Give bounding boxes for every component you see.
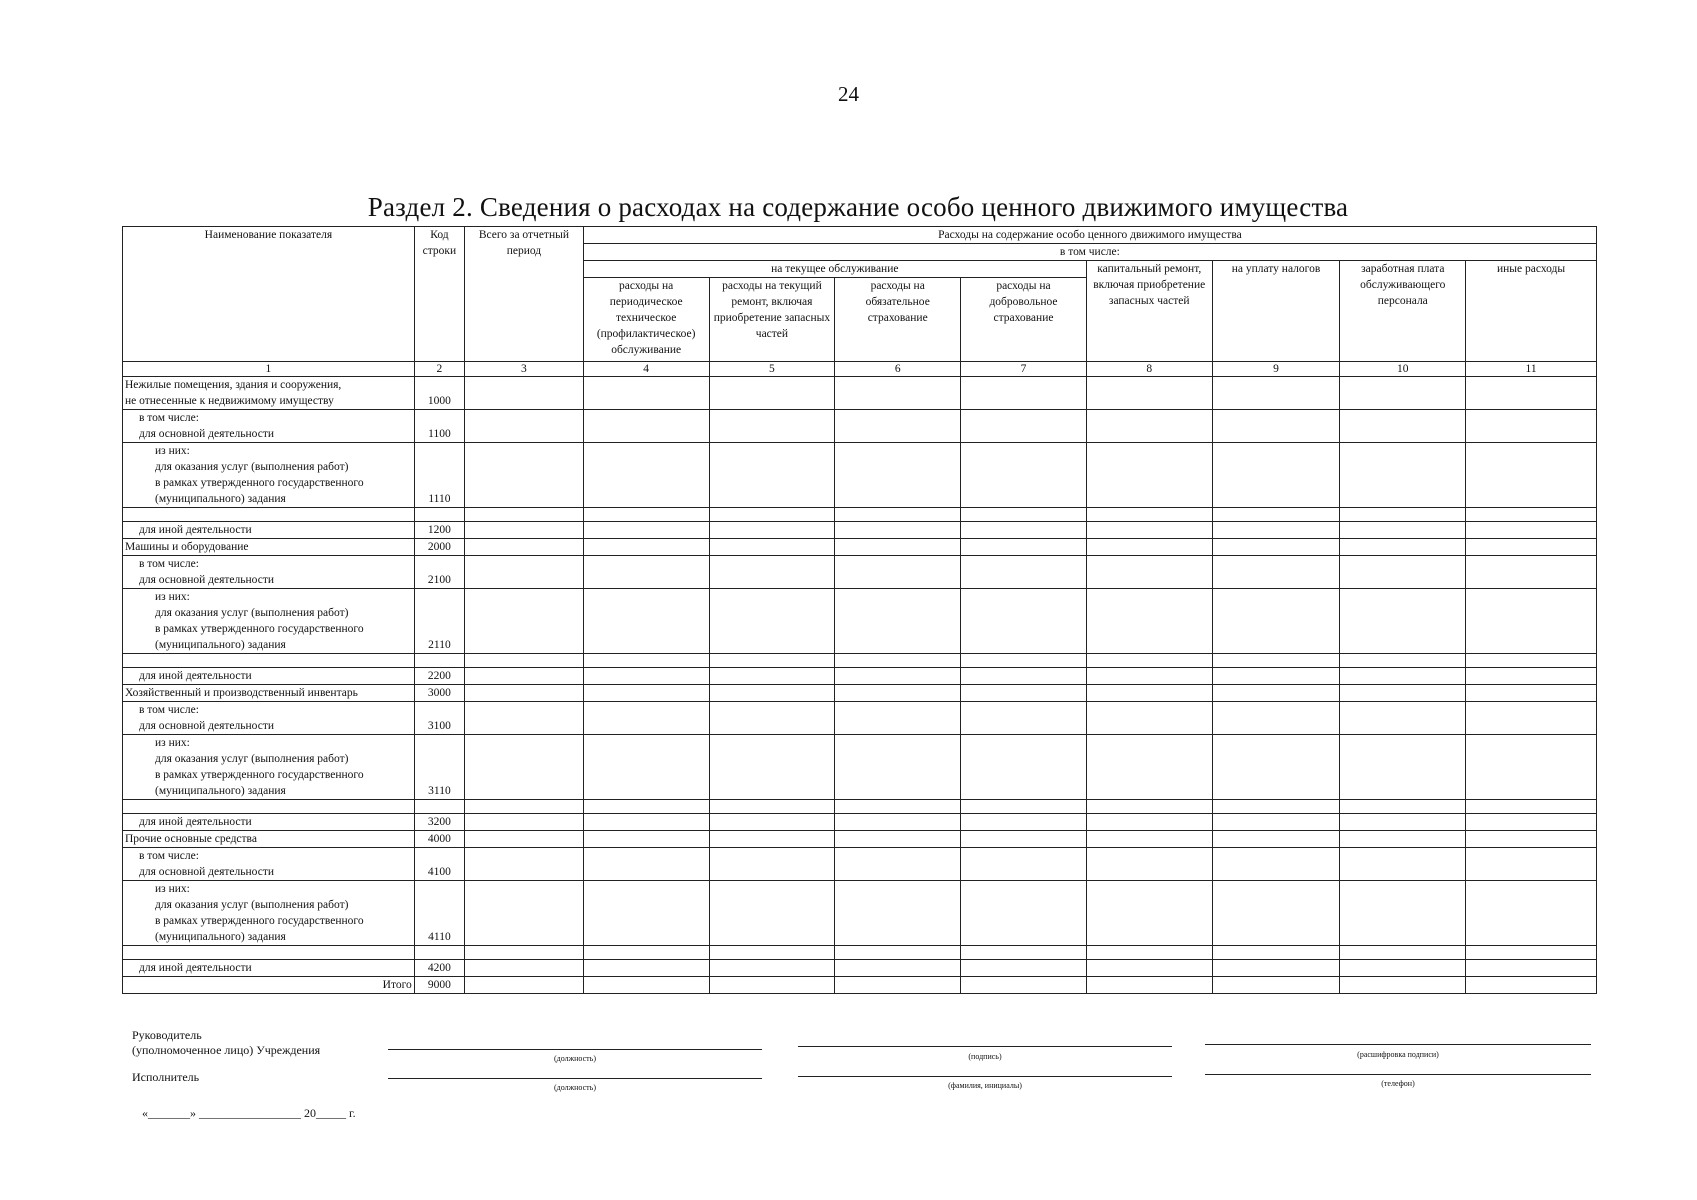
cell-col-9[interactable] (1212, 685, 1340, 702)
cell-col-5[interactable] (709, 410, 835, 443)
cell-col-6[interactable] (835, 702, 961, 735)
cell-col-10[interactable] (1340, 881, 1466, 946)
total-row (123, 977, 1597, 994)
table-row (123, 735, 1597, 800)
cell-col-4[interactable] (583, 377, 709, 410)
page-number: 24 (838, 82, 859, 106)
row-label: в том числе: для основной деятельности (123, 410, 415, 443)
table-row (123, 702, 1597, 735)
cell-col-6[interactable] (835, 848, 961, 881)
cell-col-4[interactable] (583, 848, 709, 881)
table-row (123, 410, 1597, 443)
cell-col-4[interactable] (583, 556, 709, 589)
cell-col-4[interactable] (583, 977, 709, 994)
row-code: 2100 (414, 556, 464, 589)
row-label-total: Итого (123, 977, 415, 994)
table-row (123, 881, 1597, 946)
col-number: 8 (1086, 362, 1212, 377)
cell-total[interactable] (465, 410, 584, 443)
row-label: из них: для оказания услуг (выполнения работ) в рамках утвержденного государственного (муниципального) задания (123, 589, 415, 654)
row-label: в том числе: для основной деятельности (123, 556, 415, 589)
cell-col-4[interactable] (583, 960, 709, 977)
row-label: Нежилые помещения, здания и сооружения, не отнесенные к недвижимому имуществу (123, 377, 415, 410)
cell-col-11[interactable] (1466, 960, 1597, 977)
cell-col-6[interactable] (835, 410, 961, 443)
cell-col-9[interactable] (1212, 831, 1340, 848)
cell-col-5[interactable] (709, 814, 835, 831)
cell-col-6[interactable] (835, 881, 961, 946)
expenses-table (122, 226, 1597, 994)
cell-col-4[interactable] (583, 881, 709, 946)
col-number: 2 (414, 362, 464, 377)
cell-col-9[interactable] (1212, 377, 1340, 410)
cell-col-4[interactable] (583, 831, 709, 848)
row-code: 1200 (414, 522, 464, 539)
cell-col-7[interactable] (961, 814, 1087, 831)
cell-total[interactable] (465, 831, 584, 848)
row-label: Машины и оборудование (123, 539, 415, 556)
cell-col-10[interactable] (1340, 960, 1466, 977)
cell-col-5[interactable] (709, 668, 835, 685)
cell-total[interactable] (465, 685, 584, 702)
cell-col-10[interactable] (1340, 377, 1466, 410)
row-code: 4110 (414, 881, 464, 946)
cell-total[interactable] (465, 960, 584, 977)
cell-col-8[interactable] (1086, 539, 1212, 556)
col-number: 5 (709, 362, 835, 377)
cell-total[interactable] (465, 377, 584, 410)
cell-col-6[interactable] (835, 685, 961, 702)
head-position-line[interactable] (388, 1049, 762, 1050)
row-label: для иной деятельности (123, 522, 415, 539)
row-label: Прочие основные средства (123, 831, 415, 848)
cell-col-6[interactable] (835, 977, 961, 994)
cell-col-11[interactable] (1466, 410, 1597, 443)
cell-col-8[interactable] (1086, 410, 1212, 443)
row-label: в том числе: для основной деятельности (123, 848, 415, 881)
caption-decoding: (расшифровка подписи) (1357, 1050, 1439, 1059)
cell-col-4[interactable] (583, 668, 709, 685)
cell-col-6[interactable] (835, 814, 961, 831)
row-label: Хозяйственный и производственный инвентарь (123, 685, 415, 702)
col-number: 7 (961, 362, 1087, 377)
header-expenses: Расходы на содержание особо ценного движимого имущества (583, 227, 1596, 244)
cell-col-5[interactable] (709, 522, 835, 539)
cell-col-11[interactable] (1466, 814, 1597, 831)
row-label: из них: для оказания услуг (выполнения работ) в рамках утвержденного государственного (муниципального) задания (123, 881, 415, 946)
table-row (123, 946, 1597, 960)
table-row (123, 377, 1597, 410)
caption-fio: (фамилия, инициалы) (948, 1081, 1022, 1090)
header-total: Всего за отчетный период (465, 227, 584, 362)
cell-col-6[interactable] (835, 556, 961, 589)
cell-col-11[interactable] (1466, 702, 1597, 735)
head-decoding-line[interactable] (1205, 1044, 1591, 1045)
cell-col-5[interactable] (709, 977, 835, 994)
cell-col-7[interactable] (961, 443, 1087, 508)
row-label: в том числе: для основной деятельности (123, 702, 415, 735)
col-number: 6 (835, 362, 961, 377)
row-label: из них: для оказания услуг (выполнения работ) в рамках утвержденного государственного (муниципального) задания (123, 443, 415, 508)
table-row (123, 589, 1597, 654)
cell-col-7[interactable] (961, 831, 1087, 848)
cell-col-9[interactable] (1212, 668, 1340, 685)
cell-col-11[interactable] (1466, 539, 1597, 556)
cell-col-10[interactable] (1340, 589, 1466, 654)
cell-col-7[interactable] (961, 977, 1087, 994)
header-col-4: расходы на периодическое техническое (профилактическое) обслуживание (583, 278, 709, 362)
col-number: 11 (1466, 362, 1597, 377)
cell-col-7[interactable] (961, 685, 1087, 702)
cell-col-8[interactable] (1086, 814, 1212, 831)
cell-col-8[interactable] (1086, 522, 1212, 539)
table-row (123, 508, 1597, 522)
executor-phone-line[interactable] (1205, 1074, 1591, 1075)
table-row (123, 522, 1597, 539)
cell-col-8[interactable] (1086, 848, 1212, 881)
cell-col-7[interactable] (961, 735, 1087, 800)
cell-total[interactable] (465, 539, 584, 556)
header-col-8: капитальный ремонт, включая приобретение запасных частей (1086, 261, 1212, 362)
cell-col-8[interactable] (1086, 556, 1212, 589)
cell-col-10[interactable] (1340, 522, 1466, 539)
table-row (123, 654, 1597, 668)
cell-col-5[interactable] (709, 589, 835, 654)
cell-total[interactable] (465, 977, 584, 994)
row-code: 2000 (414, 539, 464, 556)
header-col-10: заработная плата обслуживающего персонала (1340, 261, 1466, 362)
cell-col-6[interactable] (835, 539, 961, 556)
cell-col-10[interactable] (1340, 735, 1466, 800)
cell-col-10[interactable] (1340, 977, 1466, 994)
row-code: 3100 (414, 702, 464, 735)
cell-col-4[interactable] (583, 685, 709, 702)
row-code: 3000 (414, 685, 464, 702)
cell-col-6[interactable] (835, 831, 961, 848)
row-code: 1000 (414, 377, 464, 410)
cell-col-7[interactable] (961, 848, 1087, 881)
cell-col-4[interactable] (583, 702, 709, 735)
cell-col-9[interactable] (1212, 539, 1340, 556)
table-row (123, 443, 1597, 508)
header-col-7: расходы на добровольное страхование (961, 278, 1087, 362)
head-signature-line[interactable] (798, 1046, 1172, 1047)
executor-position-line[interactable] (388, 1078, 762, 1079)
cell-col-6[interactable] (835, 668, 961, 685)
cell-col-11[interactable] (1466, 443, 1597, 508)
cell-col-4[interactable] (583, 443, 709, 508)
cell-col-7[interactable] (961, 960, 1087, 977)
cell-total[interactable] (465, 443, 584, 508)
cell-col-5[interactable] (709, 556, 835, 589)
cell-col-11[interactable] (1466, 977, 1597, 994)
cell-col-6[interactable] (835, 377, 961, 410)
cell-col-10[interactable] (1340, 814, 1466, 831)
header-col-6: расходы на обязательное страхование (835, 278, 961, 362)
cell-col-5[interactable] (709, 960, 835, 977)
table-row (123, 814, 1597, 831)
cell-col-5[interactable] (709, 443, 835, 508)
cell-col-10[interactable] (1340, 668, 1466, 685)
header-code: Код строки (414, 227, 464, 362)
cell-total[interactable] (465, 522, 584, 539)
cell-col-4[interactable] (583, 522, 709, 539)
head-label: Руководитель (уполномоченное лицо) Учреждения (132, 1028, 321, 1057)
cell-total[interactable] (465, 589, 584, 654)
cell-col-10[interactable] (1340, 443, 1466, 508)
cell-col-8[interactable] (1086, 668, 1212, 685)
cell-col-9[interactable] (1212, 556, 1340, 589)
cell-total[interactable] (465, 814, 584, 831)
table-row (123, 960, 1597, 977)
cell-total[interactable] (465, 848, 584, 881)
cell-col-8[interactable] (1086, 977, 1212, 994)
table-row (123, 800, 1597, 814)
cell-col-9[interactable] (1212, 589, 1340, 654)
cell-col-10[interactable] (1340, 556, 1466, 589)
col-number: 1 (123, 362, 415, 377)
cell-col-7[interactable] (961, 539, 1087, 556)
cell-col-4[interactable] (583, 589, 709, 654)
caption-position-2: (должность) (554, 1083, 596, 1092)
table-row (123, 848, 1597, 881)
cell-col-9[interactable] (1212, 443, 1340, 508)
header-col-11: иные расходы (1466, 261, 1597, 362)
cell-total[interactable] (465, 702, 584, 735)
table-row (123, 539, 1597, 556)
cell-col-11[interactable] (1466, 735, 1597, 800)
header-col-9: на уплату налогов (1212, 261, 1340, 362)
cell-col-6[interactable] (835, 443, 961, 508)
cell-col-5[interactable] (709, 831, 835, 848)
cell-total[interactable] (465, 668, 584, 685)
cell-col-8[interactable] (1086, 831, 1212, 848)
row-code: 1100 (414, 410, 464, 443)
executor-label: Исполнитель (132, 1070, 200, 1084)
cell-col-11[interactable] (1466, 522, 1597, 539)
row-code: 3110 (414, 735, 464, 800)
table-row (123, 668, 1597, 685)
cell-total[interactable] (465, 735, 584, 800)
cell-col-9[interactable] (1212, 848, 1340, 881)
col-number: 10 (1340, 362, 1466, 377)
row-code: 2200 (414, 668, 464, 685)
cell-col-7[interactable] (961, 556, 1087, 589)
cell-col-7[interactable] (961, 702, 1087, 735)
row-code: 3200 (414, 814, 464, 831)
caption-signature: (подпись) (968, 1052, 1002, 1061)
cell-col-7[interactable] (961, 881, 1087, 946)
cell-col-7[interactable] (961, 589, 1087, 654)
cell-col-5[interactable] (709, 735, 835, 800)
cell-col-10[interactable] (1340, 831, 1466, 848)
row-code: 2110 (414, 589, 464, 654)
cell-col-7[interactable] (961, 377, 1087, 410)
row-label: для иной деятельности (123, 814, 415, 831)
executor-fio-line[interactable] (798, 1076, 1172, 1077)
col-number: 4 (583, 362, 709, 377)
cell-col-5[interactable] (709, 881, 835, 946)
header-name: Наименование показателя (123, 227, 415, 362)
cell-col-8[interactable] (1086, 735, 1212, 800)
cell-col-10[interactable] (1340, 848, 1466, 881)
cell-col-8[interactable] (1086, 377, 1212, 410)
cell-col-10[interactable] (1340, 685, 1466, 702)
row-code: 4200 (414, 960, 464, 977)
cell-col-11[interactable] (1466, 685, 1597, 702)
cell-col-4[interactable] (583, 735, 709, 800)
cell-total[interactable] (465, 556, 584, 589)
cell-col-4[interactable] (583, 539, 709, 556)
cell-col-8[interactable] (1086, 685, 1212, 702)
cell-total[interactable] (465, 881, 584, 946)
cell-col-11[interactable] (1466, 377, 1597, 410)
col-number: 9 (1212, 362, 1340, 377)
cell-col-4[interactable] (583, 410, 709, 443)
cell-col-9[interactable] (1212, 814, 1340, 831)
column-numbers-row (123, 362, 1597, 377)
cell-col-8[interactable] (1086, 443, 1212, 508)
cell-col-8[interactable] (1086, 960, 1212, 977)
cell-col-8[interactable] (1086, 881, 1212, 946)
cell-col-6[interactable] (835, 589, 961, 654)
header-col-5: расходы на текущий ремонт, включая приобретение запасных частей (709, 278, 835, 362)
caption-phone: (телефон) (1381, 1079, 1415, 1088)
cell-col-11[interactable] (1466, 881, 1597, 946)
cell-col-9[interactable] (1212, 735, 1340, 800)
col-number: 3 (465, 362, 584, 377)
cell-col-10[interactable] (1340, 539, 1466, 556)
table-row (123, 831, 1597, 848)
cell-col-6[interactable] (835, 735, 961, 800)
table-row (123, 685, 1597, 702)
row-label: из них: для оказания услуг (выполнения работ) в рамках утвержденного государственного (муниципального) задания (123, 735, 415, 800)
cell-col-4[interactable] (583, 814, 709, 831)
cell-col-5[interactable] (709, 702, 835, 735)
cell-col-7[interactable] (961, 668, 1087, 685)
row-code: 9000 (414, 977, 464, 994)
cell-col-10[interactable] (1340, 410, 1466, 443)
cell-col-11[interactable] (1466, 556, 1597, 589)
cell-col-9[interactable] (1212, 410, 1340, 443)
row-code: 1110 (414, 443, 464, 508)
row-code: 4000 (414, 831, 464, 848)
caption-position: (должность) (554, 1054, 596, 1063)
cell-col-5[interactable] (709, 848, 835, 881)
cell-col-9[interactable] (1212, 881, 1340, 946)
header-current-service: на текущее обслуживание (583, 261, 1086, 278)
cell-col-8[interactable] (1086, 589, 1212, 654)
cell-col-9[interactable] (1212, 522, 1340, 539)
date-line[interactable]: «_______» _________________ 20_____ г. (142, 1106, 356, 1120)
cell-col-11[interactable] (1466, 848, 1597, 881)
cell-col-11[interactable] (1466, 831, 1597, 848)
cell-col-5[interactable] (709, 685, 835, 702)
row-code: 4100 (414, 848, 464, 881)
row-label: для иной деятельности (123, 960, 415, 977)
cell-col-6[interactable] (835, 960, 961, 977)
cell-col-5[interactable] (709, 377, 835, 410)
cell-col-7[interactable] (961, 410, 1087, 443)
table-row (123, 556, 1597, 589)
cell-col-9[interactable] (1212, 702, 1340, 735)
cell-col-11[interactable] (1466, 668, 1597, 685)
cell-col-6[interactable] (835, 522, 961, 539)
cell-col-7[interactable] (961, 522, 1087, 539)
cell-col-9[interactable] (1212, 960, 1340, 977)
row-label: для иной деятельности (123, 668, 415, 685)
cell-col-9[interactable] (1212, 977, 1340, 994)
cell-col-11[interactable] (1466, 589, 1597, 654)
cell-col-8[interactable] (1086, 702, 1212, 735)
header-including: в том числе: (583, 244, 1596, 261)
cell-col-5[interactable] (709, 539, 835, 556)
cell-col-10[interactable] (1340, 702, 1466, 735)
section-title: Раздел 2. Сведения о расходах на содержание особо ценного движимого имущества (367, 192, 1349, 222)
